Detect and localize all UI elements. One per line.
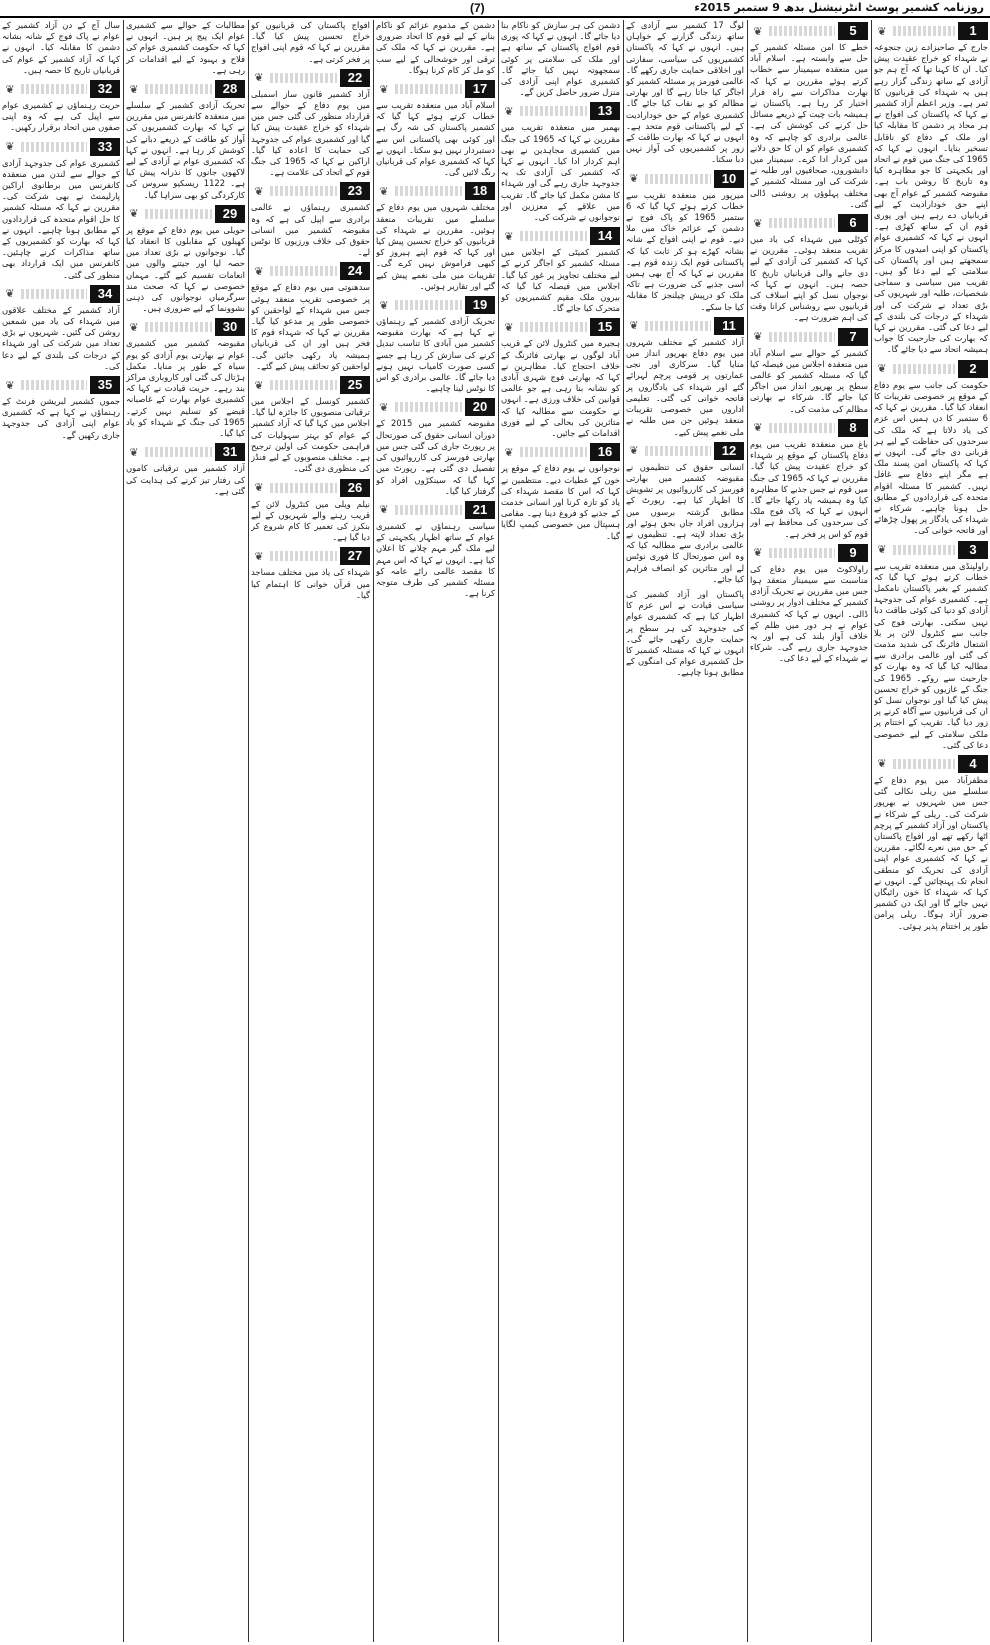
leaf-ornament-icon: ❦	[629, 319, 639, 333]
leaf-ornament-icon: ❦	[254, 481, 264, 494]
news-item-body: مقبوضہ کشمیر میں کشمیری عوام نے بھارتی یوم آزادی کو یوم سیاہ کے طور پر منایا۔ مکمل ہڑتال کی گئی اور کاروباری مراکز بند رہے۔ حریت قیادت نے کہا کہ کشمیری عوام بھارت کے غاصبانہ قبضے کو تسلیم نہیں کرتے۔ 1965 کی جنگ کے شہداء کو یاد کیا گیا۔	[126, 338, 245, 439]
leaf-ornament-icon: ❦	[504, 104, 514, 118]
page-number: (7)	[470, 1, 485, 15]
news-item	[750, 328, 868, 415]
leaf-ornament-icon: ❦	[129, 82, 139, 96]
news-item	[750, 544, 868, 665]
leaf-ornament-icon: ❦	[504, 445, 514, 459]
news-item	[750, 419, 868, 540]
news-item-number-badge: 29	[215, 205, 245, 223]
news-item	[126, 205, 245, 315]
news-item	[376, 20, 495, 76]
news-item	[2, 376, 120, 441]
news-item	[376, 501, 495, 599]
news-item	[126, 80, 245, 201]
news-item-header	[626, 442, 744, 460]
news-item	[874, 541, 988, 751]
news-item	[501, 227, 620, 314]
news-item	[626, 589, 744, 679]
news-item-header	[126, 80, 245, 98]
header-rule-band	[769, 218, 835, 228]
news-item-header	[2, 138, 120, 156]
news-item-body: خطے کا امن مسئلہ کشمیر کے حل سے وابستہ ہے۔ اسلام آباد میں منعقدہ سیمینار سے خطاب کرتے ہوئے مقررین نے کہا کہ بھارت مذاکرات سے راہ فرار اختیار کر رہا ہے۔ پاکستان نے ہمیشہ بات چیت کے ذریعے مسائل حل کرنے کی کوشش کی ہے۔ عالمی برادری کو چاہیے کہ وہ کشمیری عوام کو ان کا حق دلانے میں کردار ادا کرے۔ سیمینار میں دانشوروں، صحافیوں اور طلبہ نے شرکت کی اور مسئلہ کشمیر کے مختلف پہلوؤں پر روشنی ڈالی گئی۔	[750, 42, 868, 209]
news-item-header	[750, 328, 868, 346]
news-item-body: میرپور میں منعقدہ تقریب سے خطاب کرتے ہوئے کہا گیا کہ 6 ستمبر 1965 کو پاک فوج نے دشمن کے عزائم خاک میں ملا دیے۔ قوم نے اپنی افواج کے شانہ بشانہ کھڑے ہو کر ثابت کیا کہ پاکستانی قوم ایک زندہ قوم ہے۔ مقررین نے کہا کہ آج بھی ہمیں اسی جذبے کی ضرورت ہے تاکہ ملک کو درپیش چیلنجز کا مقابلہ کیا جا سکے۔	[626, 189, 744, 312]
news-item-header	[2, 80, 120, 98]
leaf-ornament-icon: ❦	[379, 184, 389, 198]
news-item-number-badge: 12	[714, 442, 744, 460]
news-item	[126, 20, 245, 76]
news-item-header	[501, 318, 620, 336]
news-item-body: مظفرآباد میں یوم دفاع کے سلسلے میں ریلی نکالی گئی جس میں شہریوں نے بھرپور شرکت کی۔ ریلی کے شرکاء نے پاکستان اور آزاد کشمیر کے پرچم اٹھا رکھے تھے اور افواج پاکستان کے حق میں نعرے لگائے۔ مقررین نے کہا کہ کشمیری عوام اپنی آزادی کی تحریک کو منطقی انجام تک پہنچائیں گے۔ انہوں نے کہا کہ شہداء کا خون رائیگاں نہیں جائے گا اور ایک دن کشمیر ضرور آزاد ہوگا۔ ریلی پرامن طور پر اختتام پذیر ہوئی۔	[874, 774, 988, 931]
news-item-body: تحریک آزادی کشمیر کے سلسلے میں منعقدہ کانفرنس میں مقررین نے کہا کہ بھارت کشمیریوں کی آواز کو طاقت کے ذریعے دبانے کی کوشش کر رہا ہے۔ انہوں نے کہا کہ کشمیری عوام نے آزادی کے لیے لاکھوں جانوں کا نذرانہ پیش کیا ہے۔ 1122 ریسکیو سروس کی کارکردگی کو بھی سراہا گیا۔	[126, 100, 245, 200]
header-rule-band	[645, 446, 711, 456]
header-rule-band	[21, 289, 87, 299]
news-item	[251, 182, 370, 258]
news-item-header	[376, 501, 495, 519]
header-rule-band	[145, 84, 212, 94]
news-item-body: نوجوانوں نے یوم دفاع کے موقع پر خون کے عطیات دیے۔ منتظمین نے کہا کہ اس کا مقصد شہداء کی یاد کو تازہ کرنا اور انسانی خدمت کے جذبے کو فروغ دینا ہے۔ مقامی ہسپتال میں خصوصی کیمپ لگایا گیا۔	[501, 463, 620, 541]
news-column-7	[126, 20, 245, 1642]
news-item	[626, 442, 744, 585]
leaf-ornament-icon: ❦	[254, 71, 264, 85]
news-item-header	[251, 479, 370, 497]
news-item-header	[626, 317, 744, 335]
news-item-body: لوگ 17 کشمیر سے آزادی کے ساتھ زندگی گزارنے کے خواہاں ہیں۔ انہوں نے کہا کہ پاکستان کشمیریوں کی سیاسی، سفارتی اور اخلاقی حمایت جاری رکھے گا۔ عالمی فورمز پر مسئلہ کشمیر کو اجاگر کیا جاتا رہے گا اور بھارتی مظالم کو بے نقاب کیا جائے گا۔ کشمیری عوام کے حق خودارادیت کے لیے پاکستانی قوم متحد ہے۔ انہوں نے کہا کہ بھارت طاقت کے زور پر کشمیریوں کی آواز نہیں دبا سکتا۔	[626, 20, 744, 165]
news-item-number-badge: 24	[340, 262, 370, 280]
news-item	[251, 376, 370, 474]
news-item-body: پاکستان اور آزاد کشمیر کی سیاسی قیادت نے اس عزم کا اظہار کیا ہے کہ کشمیری عوام کی جدوجہد کی ہر سطح پر حمایت جاری رکھی جائے گی۔ انہوں نے کہا کہ مسئلہ کشمیر کا حل کشمیری عوام کی امنگوں کے مطابق ہونا چاہیے۔	[626, 588, 744, 678]
news-item	[251, 20, 370, 65]
header-rule-band	[520, 231, 587, 241]
header-rule-band	[145, 447, 212, 457]
news-item	[501, 443, 620, 541]
news-item-body: دشمن کی ہر سازش کو ناکام بنا دیا جائے گا۔ انہوں نے کہا کہ پوری قوم افواج پاکستان کے ساتھ ہے اور ملک کی سلامتی پر کوئی سمجھوتہ نہیں کیا جائے گا۔ کشمیری عوام اپنی آزادی کی منزل ضرور حاصل کریں گے۔	[501, 20, 620, 98]
news-item-body: تحریک آزادی کشمیر کے رہنماؤں نے کہا ہے کہ بھارت مقبوضہ کشمیر میں آبادی کا تناسب تبدیل کرنے کی سازش کر رہا ہے جسے کسی صورت کامیاب نہیں ہونے دیا جائے گا۔ عالمی برادری کو اس کا نوٹس لینا چاہیے۔	[376, 316, 495, 394]
news-item-header	[626, 170, 744, 188]
news-item	[626, 20, 744, 166]
news-item-number-badge: 17	[465, 80, 495, 98]
news-item	[126, 443, 245, 497]
news-item-body: کشمیری عوام کی جدوجہد آزادی کے حوالے سے لندن میں منعقدہ کانفرنس میں برطانوی اراکین پارلیمنٹ نے بھی شرکت کی۔ مقررین نے کہا کہ مسئلہ کشمیر کا حل اقوام متحدہ کی قراردادوں کے مطابق ہونا چاہیے۔ انہوں نے کہا کہ بھارت کو کشمیریوں کے ساتھ مذاکرات کرنے چاہئیں۔ کانفرنس میں ایک قرارداد بھی منظور کی گئی۔	[2, 157, 120, 280]
leaf-ornament-icon: ❦	[254, 264, 264, 278]
news-item-body: باغ میں منعقدہ تقریب میں یوم دفاع پاکستان کے موقع پر شہداء کو خراج عقیدت پیش کیا گیا۔ مقررین نے کہا کہ 1965 کی جنگ میں قوم نے جس جذبے کا مظاہرہ کیا وہ ہمیشہ یاد رکھا جائے گا۔ انہوں نے کہا کہ پاک فوج ملک کی سرحدوں کی محافظ ہے اور قوم کو اس پر فخر ہے۔	[750, 438, 868, 539]
news-item	[2, 138, 120, 281]
news-item-body: سیاسی رہنماؤں نے کشمیری عوام کے ساتھ اظہار یکجہتی کے لیے ملک گیر مہم چلانے کا اعلان کیا ہے۔ انہوں نے کہا کہ اس مہم کا مقصد عالمی رائے عامہ کو مسئلہ کشمیر کی طرف متوجہ کرنا ہے۔	[376, 520, 495, 599]
leaf-ornament-icon: ❦	[379, 298, 389, 312]
news-item-header	[251, 69, 370, 87]
news-item	[626, 170, 744, 313]
header-rule-band	[893, 26, 955, 36]
news-item-number-badge: 26	[340, 479, 370, 497]
news-item-body: راولاکوٹ میں یوم دفاع کی مناسبت سے سیمینار منعقد ہوا جس میں مقررین نے تحریک آزادی کشمیر کے مختلف ادوار پر روشنی ڈالی۔ انہوں نے کہا کہ کشمیری عوام نے ہر دور میں ظلم کے خلاف آواز بلند کی ہے اور یہ جدوجہد جاری رہے گی۔ شرکاء نے شہداء کے لیے دعا کی۔	[750, 563, 868, 664]
news-item-number-badge: 7	[838, 328, 868, 346]
news-item-number-badge: 18	[465, 182, 495, 200]
news-item	[501, 102, 620, 223]
header-rule-band	[645, 321, 711, 331]
news-item-body: حکومت کی جانب سے یوم دفاع کے موقع پر خصوصی تقریبات کا انعقاد کیا گیا۔ مقررین نے کہا کہ 6 ستمبر کا دن ہمیں اس عزم کی یاد دلاتا ہے کہ ملک کی سرحدوں کی حفاظت کے لیے ہر قربانی دی جائے گی۔ انہوں نے کہا کہ پاکستان امن پسند ملک ہے مگر اپنے دفاع سے غافل نہیں۔ کشمیر کا مسئلہ اقوام متحدہ کی قراردادوں کے مطابق حل ہونا چاہیے۔ شرکاء نے شہداء کی یادگار پر پھول چڑھائے اور فاتحہ خوانی کی۔	[874, 379, 988, 536]
leaf-ornament-icon: ❦	[877, 24, 887, 38]
news-item	[2, 80, 120, 134]
header-rule-band	[395, 300, 462, 310]
news-item-number-badge: 4	[958, 755, 988, 773]
news-item-body: شہداء کی یاد میں مختلف مساجد میں قرآن خوانی کا اہتمام کیا گیا۔	[251, 567, 370, 600]
news-item-number-badge: 3	[958, 541, 988, 559]
newspaper-masthead: روزنامہ کشمیر پوسٹ انٹرنیشنل بدھ 9 ستمبر 2015ء	[694, 1, 984, 14]
news-item	[126, 318, 245, 439]
news-item-body: دشمن کے مذموم عزائم کو ناکام بنانے کے لیے قوم کا اتحاد ضروری ہے۔ مقررین نے کہا کہ ملک کی ترقی اور خوشحالی کے لیے سب کو مل کر کام کرنا ہوگا۔	[376, 20, 495, 75]
news-item-body: کشمیر کونسل کے اجلاس میں ترقیاتی منصوبوں کا جائزہ لیا گیا۔ اجلاس میں کہا گیا کہ آزاد کشمیر کے عوام کو بہتر سہولیات کی فراہمی حکومت کی اولین ترجیح ہے۔ مختلف منصوبوں کے لیے فنڈز کی منظوری دی گئی۔	[251, 396, 370, 474]
news-item	[2, 20, 120, 76]
header-rule-band	[21, 380, 87, 390]
news-item-body: انسانی حقوق کی تنظیموں نے مقبوضہ کشمیر میں بھارتی فورسز کی کارروائیوں پر تشویش کا اظہار کیا ہے۔ رپورٹ کے مطابق گزشتہ برسوں میں ہزاروں افراد جاں بحق ہوئے اور بڑی تعداد لاپتہ ہے۔ تنظیموں نے عالمی برادری سے مطالبہ کیا کہ وہ اس صورتحال کا فوری نوٹس لے اور متاثرین کو انصاف فراہم کیا جائے۔	[626, 461, 744, 584]
news-item	[874, 22, 988, 356]
header-rule-band	[21, 142, 87, 152]
leaf-ornament-icon: ❦	[129, 320, 139, 334]
leaf-ornament-icon: ❦	[753, 546, 763, 560]
leaf-ornament-icon: ❦	[5, 287, 15, 301]
news-item-body: حویلی میں یوم دفاع کے موقع پر کھیلوں کے مقابلوں کا انعقاد کیا گیا۔ نوجوانوں نے بڑی تعداد میں حصہ لیا اور جیتنے والوں میں انعامات تقسیم کیے گئے۔ مہمان خصوصی نے کہا کہ صحت مند سرگرمیاں نوجوانوں کی ذہنی نشوونما کے لیے ضروری ہیں۔	[126, 224, 245, 314]
news-item-number-badge: 23	[340, 182, 370, 200]
leaf-ornament-icon: ❦	[254, 378, 264, 392]
news-column-3	[626, 20, 744, 1642]
news-item-number-badge: 35	[90, 376, 120, 394]
news-item-body: سال آج کے دن آزاد کشمیر کے عوام نے پاک فوج کے شانہ بشانہ دشمن کا مقابلہ کیا۔ انہوں نے کہا کہ آزاد کشمیر کے عوام کی قربانیاں تاریخ کا حصہ ہیں۔	[2, 20, 120, 75]
news-item-number-badge: 30	[215, 318, 245, 336]
news-item-header	[874, 22, 988, 40]
leaf-ornament-icon: ❦	[129, 445, 139, 459]
news-item-body: اسلام آباد میں منعقدہ تقریب سے خطاب کرتے ہوئے کہا گیا کہ کشمیر پاکستان کی شہ رگ ہے اور کوئی بھی پاکستانی اس سے دستبردار نہیں ہو سکتا۔ انہوں نے کہا کہ کشمیری عوام کی قربانیاں رنگ لائیں گی۔	[376, 100, 495, 178]
news-item-header	[501, 102, 620, 120]
leaf-ornament-icon: ❦	[5, 82, 15, 96]
header-rule-band	[270, 266, 337, 276]
news-item-number-badge: 27	[340, 547, 370, 565]
leaf-ornament-icon: ❦	[504, 229, 514, 243]
news-item-number-badge: 13	[590, 102, 620, 120]
news-item-header	[251, 262, 370, 280]
news-item-body: آزاد کشمیر میں ترقیاتی کاموں کی رفتار تیز کرنے کی ہدایت کی گئی ہے۔	[126, 463, 245, 496]
news-item	[251, 69, 370, 179]
news-item-header	[2, 376, 120, 394]
news-item-body: بھمبر میں منعقدہ تقریب میں مقررین نے کہا کہ 1965 کی جنگ میں کشمیری مجاہدین نے بھی اہم کردار ادا کیا۔ انہوں نے کہا کہ کشمیر کی آزادی تک یہ جدوجہد جاری رہے گی اور شہداء کا مشن مکمل کیا جائے گا۔ تقریب میں علاقے کے معززین اور نوجوانوں نے شرکت کی۔	[501, 122, 620, 223]
header-rule-band	[395, 84, 462, 94]
news-item-header	[874, 541, 988, 559]
news-item-body: مقبوضہ کشمیر میں 2015 کے دوران انسانی حقوق کی صورتحال پر رپورٹ جاری کی گئی جس میں بھارتی فورسز کی کارروائیوں کی تفصیل دی گئی ہے۔ رپورٹ میں کہا گیا کہ سینکڑوں افراد کو گرفتار کیا گیا۔	[376, 418, 495, 496]
news-item-number-badge: 33	[90, 138, 120, 156]
news-item	[750, 214, 868, 324]
header-rule-band	[395, 402, 462, 412]
header-rule-band	[520, 322, 587, 332]
news-item-body: مختلف شہروں میں یوم دفاع کے سلسلے میں تقریبات منعقد ہوئیں۔ مقررین نے شہداء کی قربانیوں کو خراج تحسین پیش کیا اور کہا کہ قوم اپنے ہیروز کو کبھی فراموش نہیں کرے گی۔ تقریبات میں ملی نغمے پیش کیے گئے اور تقاریر ہوئیں۔	[376, 202, 495, 291]
news-item	[376, 80, 495, 178]
header-rule-band	[270, 73, 337, 83]
leaf-ornament-icon: ❦	[5, 378, 15, 392]
news-item-body: آزاد کشمیر قانون ساز اسمبلی میں یوم دفاع کے حوالے سے قرارداد منظور کی گئی جس میں شہداء کو خراج عقیدت پیش کیا گیا اور کشمیری عوام کی جدوجہد کی حمایت کا اعادہ کیا گیا۔ اراکین نے کہا کہ 1965 کی جنگ قوم کے اتحاد کی علامت ہے۔	[251, 88, 370, 178]
news-item-header	[750, 214, 868, 232]
leaf-ornament-icon: ❦	[254, 549, 264, 563]
header-rule-band	[769, 26, 835, 36]
news-item	[376, 398, 495, 496]
news-column-2	[750, 20, 868, 1642]
leaf-ornament-icon: ❦	[877, 362, 887, 376]
news-item	[376, 296, 495, 394]
header-rule-band	[769, 548, 835, 558]
news-item-header	[874, 360, 988, 378]
news-item-body: جارج کے صاحبزادے زین جنجوعہ نے شہداء کو خراج عقیدت پیش کیا۔ ان کا کہنا تھا کہ آج ہم جو آزادی کے ساتھ زندگی گزار رہے ہیں یہ شہداء کی قربانیوں کا ثمر ہے۔ وزیر اعظم آزاد کشمیر نے کہا کہ پاکستان کی افواج نے ہر محاذ پر دشمن کا مقابلہ کیا اور ملک کے دفاع کو ناقابل تسخیر بنایا۔ انہوں نے کہا کہ 1965 کی جنگ میں قوم نے اتحاد اور یکجہتی کا جو مظاہرہ کیا وہ تاریخ کا روشن باب ہے۔ مقبوضہ کشمیر کے عوام آج بھی اپنے حق خودارادیت کے لیے قربانیاں دے رہے ہیں اور پوری قوم ان کے ساتھ کھڑی ہے۔ انہوں نے کہا کہ کشمیری عوام پاکستان کو اپنی امیدوں کا مرکز سمجھتے ہیں اور پاکستان کی سلامتی کے لیے دعا گو ہیں۔ تقریب میں سیاسی و سماجی شخصیات، طلبہ اور شہریوں کی بڑی تعداد نے شرکت کی اور شہداء کے درجات کی بلندی کے لیے دعا کی گئی۔ مقررین نے کہا کہ بھارت کی جارحیت کا جواب ہمیشہ اتحاد سے دیا جائے گا۔	[874, 42, 988, 355]
news-item-number-badge: 14	[590, 227, 620, 245]
news-item	[251, 479, 370, 544]
news-item-body: ہجیرہ میں کنٹرول لائن کے قریب آباد لوگوں نے بھارتی فائرنگ کے خلاف احتجاج کیا۔ مظاہرین نے کہا کہ بھارتی فوج شہری آبادی کو نشانہ بنا رہی ہے جو عالمی قوانین کی خلاف ورزی ہے۔ انہوں نے حکومت سے مطالبہ کیا کہ متاثرین کی بحالی کے لیے فوری اقدامات کیے جائیں۔	[501, 338, 620, 439]
leaf-ornament-icon: ❦	[877, 757, 887, 771]
header-rule-band	[270, 186, 337, 196]
leaf-ornament-icon: ❦	[753, 330, 763, 344]
leaf-ornament-icon: ❦	[379, 400, 389, 414]
news-item-body: کوٹلی میں شہداء کی یاد میں تقریب منعقد ہوئی۔ مقررین نے کہا کہ کشمیر کی آزادی کے لیے دی جانے والی قربانیاں تاریخ کا حصہ ہیں۔ انہوں نے کہا کہ نوجوان نسل کو اپنے اسلاف کی قربانیوں سے روشناس کرانا وقت کی اہم ضرورت ہے۔	[750, 234, 868, 323]
news-item-number-badge: 9	[838, 544, 868, 562]
news-item-number-badge: 28	[215, 80, 245, 98]
news-item-number-badge: 34	[90, 285, 120, 303]
leaf-ornament-icon: ❦	[629, 172, 639, 186]
news-item-body: راولپنڈی میں منعقدہ تقریب سے خطاب کرتے ہوئے کہا گیا کہ کشمیر کے بغیر پاکستان نامکمل ہے۔ کشمیری عوام کی جدوجہد آزادی کو دنیا کی کوئی طاقت دبا نہیں سکتی۔ بھارتی فوج کی جانب سے کنٹرول لائن پر بلا اشتعال فائرنگ کی شدید مذمت کی گئی اور عالمی برادری سے مطالبہ کیا گیا کہ وہ بھارت کو جارحیت سے روکے۔ 1965 کی جنگ کے غازیوں کو خراج تحسین پیش کیا گیا اور نوجوان نسل کو ان کی قربانیوں سے آگاہ کرنے پر زور دیا گیا۔ تقریب کے اختتام پر ملکی سلامتی کے لیے خصوصی دعا کی گئی۔	[874, 560, 988, 750]
header-rule-band	[145, 322, 212, 332]
news-item-number-badge: 10	[714, 170, 744, 188]
leaf-ornament-icon: ❦	[129, 207, 139, 221]
news-item	[874, 360, 988, 537]
header-rule-band	[270, 551, 337, 561]
header-rule-band	[769, 332, 835, 342]
news-item-header	[501, 443, 620, 461]
news-item	[376, 182, 495, 292]
news-item-header	[376, 296, 495, 314]
news-item-body: کشمیر کے حوالے سے اسلام آباد میں منعقدہ اجلاس میں فیصلہ کیا گیا کہ مسئلہ کشمیر کو عالمی سطح پر بھرپور انداز میں اجاگر کیا جائے گا۔ شرکاء نے بھارتی مظالم کی مذمت کی۔	[750, 347, 868, 414]
news-item-body: کشمیر کمیٹی کے اجلاس میں مسئلہ کشمیر کو اجاگر کرنے کے لیے مختلف تجاویز پر غور کیا گیا۔ اجلاس میں فیصلہ کیا گیا کہ بیرون ملک مقیم کشمیریوں کو متحرک کیا جائے گا۔	[501, 247, 620, 314]
news-item	[251, 547, 370, 601]
news-item	[626, 317, 744, 438]
news-item-number-badge: 19	[465, 296, 495, 314]
header-rule-band	[893, 545, 955, 555]
header-rule-band	[893, 759, 955, 769]
leaf-ornament-icon: ❦	[379, 82, 389, 96]
news-item-number-badge: 2	[958, 360, 988, 378]
news-item-header	[376, 80, 495, 98]
news-item-header	[501, 227, 620, 245]
news-column-1	[874, 20, 988, 1642]
header-rule-band	[145, 209, 212, 219]
leaf-ornament-icon: ❦	[753, 216, 763, 230]
news-item-number-badge: 31	[215, 443, 245, 461]
news-item-body: سدھنوتی میں یوم دفاع کے موقع پر خصوصی تقریب منعقد ہوئی جس میں شہداء کے لواحقین کو خصوصی طور پر مدعو کیا گیا۔ مقررین نے کہا کہ شہداء قوم کا فخر ہیں اور ان کی قربانیاں ہمیشہ یاد رکھی جائیں گی۔ لواحقین کو تحائف پیش کیے گئے۔	[251, 282, 370, 371]
news-item-header	[126, 318, 245, 336]
news-item-number-badge: 21	[465, 501, 495, 519]
news-item	[501, 20, 620, 98]
news-item-number-badge: 20	[465, 398, 495, 416]
news-item-body: حریت رہنماؤں نے کشمیری عوام سے اپیل کی ہے کہ وہ اپنی صفوں میں اتحاد برقرار رکھیں۔	[2, 100, 120, 133]
news-item-header	[750, 544, 868, 562]
page-header	[0, 0, 990, 18]
header-rule-band	[520, 447, 587, 457]
header-rule-band	[769, 423, 835, 433]
leaf-ornament-icon: ❦	[753, 24, 763, 38]
news-item-header	[874, 755, 988, 773]
header-rule-band	[21, 84, 87, 94]
news-item-number-badge: 8	[838, 419, 868, 437]
news-item-number-badge: 32	[90, 80, 120, 98]
leaf-ornament-icon: ❦	[254, 184, 264, 198]
leaf-ornament-icon: ❦	[379, 503, 389, 517]
news-item-header	[376, 398, 495, 416]
header-rule-band	[270, 483, 337, 493]
header-rule-band	[395, 186, 462, 196]
leaf-ornament-icon: ❦	[504, 320, 514, 334]
header-rule-band	[520, 106, 587, 116]
news-item-body: جموں کشمیر لبریشن فرنٹ کے رہنماؤں نے کہا ہے کہ کشمیری عوام اپنی آزادی کی جدوجہد جاری رکھیں گے۔	[2, 396, 120, 440]
news-item-header	[251, 182, 370, 200]
news-item-number-badge: 6	[838, 214, 868, 232]
news-item-number-badge: 11	[714, 317, 744, 335]
news-item-number-badge: 1	[958, 22, 988, 40]
news-item-number-badge: 16	[590, 443, 620, 461]
news-item	[874, 755, 988, 932]
leaf-ornament-icon: ❦	[753, 421, 763, 435]
news-item	[251, 262, 370, 372]
news-item-header	[251, 547, 370, 565]
header-rule-band	[893, 364, 955, 374]
news-item-body: کشمیری رہنماؤں نے عالمی برادری سے اپیل کی ہے کہ وہ مقبوضہ کشمیر میں انسانی حقوق کی خلاف ورزیوں کا نوٹس لے۔	[251, 202, 370, 258]
news-item-number-badge: 5	[838, 22, 868, 40]
news-column-5	[376, 20, 495, 1642]
news-item-header	[750, 22, 868, 40]
header-rule-band	[645, 174, 711, 184]
news-item-header	[376, 182, 495, 200]
news-column-4	[501, 20, 620, 1642]
news-item-number-badge: 25	[340, 376, 370, 394]
news-item-body: مطالبات کے حوالے سے کشمیری عوام ایک پیج پر ہیں۔ انہوں نے کہا کہ حکومت کشمیری عوام کی فلاح و بہبود کے لیے اقدامات کر رہی ہے۔	[126, 20, 245, 75]
news-item-number-badge: 22	[340, 69, 370, 87]
news-item-header	[126, 443, 245, 461]
news-item-header	[126, 205, 245, 223]
header-rule-band	[270, 380, 337, 390]
news-item-body: افواج پاکستان کی قربانیوں کو خراج تحسین پیش کیا گیا۔ مقررین نے کہا کہ قوم اپنی افواج پر فخر کرتی ہے۔	[251, 20, 370, 64]
leaf-ornament-icon: ❦	[5, 140, 15, 154]
news-item-header	[750, 419, 868, 437]
news-item	[501, 318, 620, 439]
leaf-ornament-icon: ❦	[877, 543, 887, 557]
news-column-8	[2, 20, 120, 1642]
news-item	[750, 22, 868, 210]
news-column-6	[251, 20, 370, 1642]
news-item	[2, 285, 120, 372]
header-rule-band	[395, 505, 462, 515]
leaf-ornament-icon: ❦	[629, 444, 639, 458]
news-item-body: آزاد کشمیر کے مختلف علاقوں میں شہداء کی یاد میں شمعیں روشن کی گئیں۔ شہریوں نے بڑی تعداد میں شرکت کی اور شہداء کے درجات کی بلندی کے لیے دعا کی۔	[2, 304, 120, 371]
news-item-number-badge: 15	[590, 318, 620, 336]
news-item-header	[2, 285, 120, 303]
news-item-body: نیلم ویلی میں کنٹرول لائن کے قریب رہنے والے شہریوں کے لیے بنکرز کی تعمیر کا کام شروع کر دیا گیا ہے۔	[251, 498, 370, 543]
news-item-header	[251, 376, 370, 394]
news-item-body: آزاد کشمیر کے مختلف شہروں میں یوم دفاع بھرپور انداز میں منایا گیا۔ سرکاری اور نجی عمارتوں پر قومی پرچم لہرائے گئے اور شہداء کی یادگاروں پر فاتحہ خوانی کی گئی۔ تعلیمی اداروں میں خصوصی تقریبات منعقد ہوئیں جن میں طلبہ نے ملی نغمے پیش کیے۔	[626, 336, 744, 437]
